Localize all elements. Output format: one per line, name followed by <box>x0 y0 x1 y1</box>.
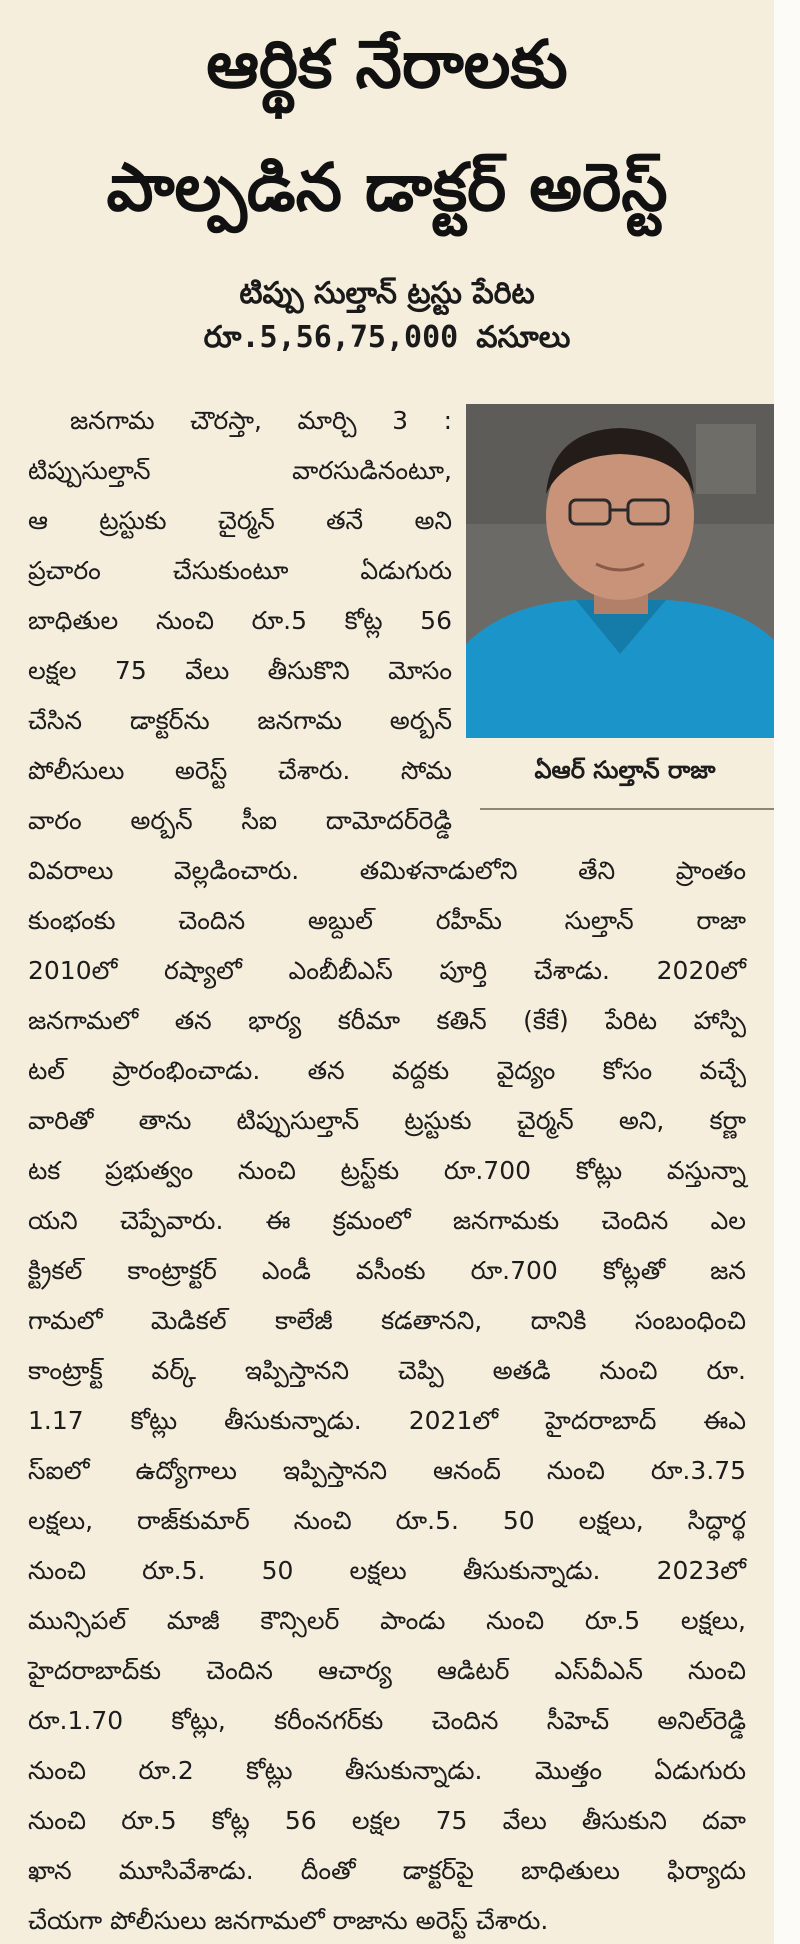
body-line: చేయగా పోలీసులు జనగామలో రాజాను అరెస్ట్ చేశారు. <box>28 1906 549 1935</box>
body-line: జనగామలో తన భార్య కరీమా కతిన్ (కేకే) పేరిట హాస్పి <box>28 1006 746 1035</box>
body-line: కుంభంకు చెందిన అబ్దుల్ రహీమ్ సుల్తాన్ రాజా <box>28 906 746 935</box>
photo-caption: ఏఆర్ సుల్తాన్ రాజా <box>534 756 716 784</box>
body-line: నుంచి రూ.5. 50 లక్షలు తీసుకున్నాడు. 2023లో <box>28 1556 746 1585</box>
subheadline-line-1: టిప్పు సుల్తాన్ ట్రస్టు పేరిట <box>239 276 535 311</box>
body-line: యని చెప్పేవారు. ఈ క్రమంలో జనగామకు చెందిన ఎల <box>28 1206 746 1235</box>
body-line: ఆ ట్రస్టుకు చైర్మన్ తనే అని <box>28 506 452 535</box>
body-line: హైదరాబాద్‌కు చెందిన ఆచార్య ఆడిటర్ ఎస్‌వీఎన్ నుంచి <box>28 1656 746 1685</box>
body-line: రూ.1.70 కోట్లు, కరీంనగర్‌కు చెందిన సీహెచ్ అనిల్‌రెడ్డి <box>28 1706 746 1735</box>
body-line: బాధితుల నుంచి రూ.5 కోట్ల 56 <box>28 606 452 635</box>
body-line: క్ట్రికల్ కాంట్రాక్టర్ ఎండీ వసీంకు రూ.700 కోట్లతో జన <box>28 1256 746 1285</box>
body-line: 1.17 కోట్లు తీసుకున్నాడు. 2021లో హైదరాబాద్ ఈఎ <box>28 1406 746 1435</box>
accused-photo <box>466 404 774 738</box>
portrait-image <box>466 404 774 738</box>
body-line: కాంట్రాక్ట్ వర్క్ ఇప్పిస్తానని చెప్పి అతడి నుంచి రూ. <box>28 1356 746 1385</box>
body-line: ప్రచారం చేసుకుంటూ ఏడుగురు <box>28 556 452 585</box>
body-line: టిప్పుసుల్తాన్ వారసుడినంటూ, <box>28 456 452 485</box>
body-line: స్ఐలో ఉద్యోగాలు ఇప్పిస్తానని ఆనంద్ నుంచి రూ.3.75 <box>28 1456 746 1485</box>
body-line: టల్ ప్రారంభించాడు. తన వద్దకు వైద్యం కోసం వచ్చే <box>28 1056 746 1085</box>
body-line: జనగామ చౌరస్తా, మార్చి 3 : <box>70 406 452 435</box>
body-line: గామలో మెడికల్ కాలేజీ కడతానని, దానికి సంబంధించి <box>28 1306 746 1335</box>
page-margin <box>774 0 800 1944</box>
body-line: వారం అర్బన్ సీఐ దామోదర్‌రెడ్డి <box>28 806 452 835</box>
body-line: మున్సిపల్ మాజీ కౌన్సిలర్ పాండు నుంచి రూ.5 లక్షలు, <box>28 1606 746 1635</box>
body-line: లక్షల 75 వేలు తీసుకొని మోసం <box>28 656 452 685</box>
body-line: చేసిన డాక్టర్‌ను జనగామ అర్బన్ <box>28 706 452 735</box>
body-line: పోలీసులు అరెస్ట్ చేశారు. సోమ <box>28 756 452 785</box>
body-line: నుంచి రూ.5 కోట్ల 56 లక్షల 75 వేలు తీసుకుని దవా <box>28 1806 746 1835</box>
body-line: వారితో తాను టిప్పుసుల్తాన్ ట్రస్టుకు చైర్మన్ అని, కర్ణా <box>28 1106 746 1135</box>
body-line: ఖాన మూసివేశాడు. దీంతో డాక్టర్‌పై బాధితులు ఫిర్యాదు <box>28 1856 746 1885</box>
body-line: టక ప్రభుత్వం నుంచి ట్రస్ట్‌కు రూ.700 కోట్లు వస్తున్నా <box>28 1156 746 1185</box>
body-line: లక్షలు, రాజ్‌కుమార్ నుంచి రూ.5. 50 లక్షలు, సిద్ధార్థ <box>28 1506 746 1535</box>
body-line: వివరాలు వెల్లడించారు. తమిళనాడులోని తేని ప్రాంతం <box>28 856 746 885</box>
caption-divider <box>480 808 774 810</box>
headline-line-2: పాల్పడిన డాక్టర్ అరెస్ట్ <box>106 149 668 226</box>
subheadline-line-2: రూ.5,56,75,000 వసూలు <box>203 320 571 355</box>
body-line: 2010లో రష్యాలో ఎంబీబీఎస్ పూర్తి చేశాడు. 2020లో <box>28 956 746 985</box>
body-line: నుంచి రూ.2 కోట్లు తీసుకున్నాడు. మొత్తం ఏడుగురు <box>28 1756 746 1785</box>
headline-line-1: ఆర్థిక నేరాలకు <box>206 26 568 103</box>
